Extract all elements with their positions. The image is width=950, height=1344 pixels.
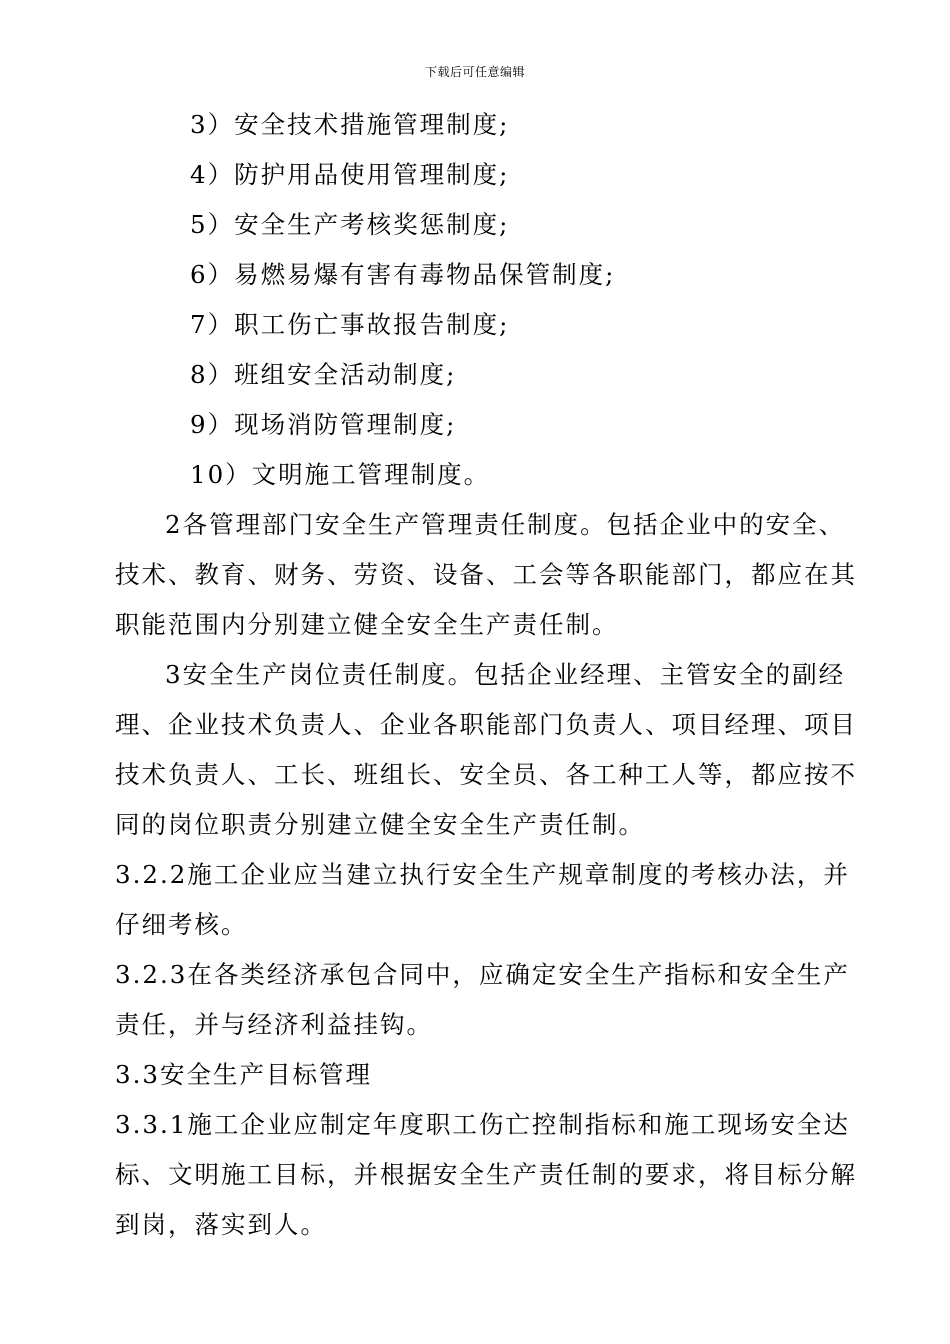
section-3-3-heading: 3.3安全生产目标管理 [115,1060,372,1089]
paragraph-line: 仔细考核。 [115,910,248,939]
section-3-2-2: 3.2.2施工企业应当建立执行安全生产规章制度的考核办法，并 [115,860,850,889]
paragraph-line: 同的岗位职责分别建立健全安全生产责任制。 [115,810,645,839]
section-3-2-3: 3.2.3在各类经济承包合同中，应确定安全生产指标和安全生产 [115,960,850,989]
list-item-10: 10）文明施工管理制度。 [190,460,491,489]
paragraph-line: 到岗，落实到人。 [115,1210,327,1239]
list-item-7: 7）职工伤亡事故报告制度; [190,310,510,339]
list-item-4: 4）防护用品使用管理制度; [190,160,510,189]
list-item-8: 8）班组安全活动制度; [190,360,457,389]
paragraph-line: 职能范围内分别建立健全安全生产责任制。 [115,610,619,639]
paragraph-line: 技术、教育、财务、劳资、设备、工会等各职能部门，都应在其 [115,560,857,589]
paragraph-line: 责任，并与经济利益挂钩。 [115,1010,433,1039]
paragraph-line: 2各管理部门安全生产管理责任制度。包括企业中的安全、 [165,510,846,539]
paragraph-line: 标、文明施工目标，并根据安全生产责任制的要求，将目标分解 [115,1160,857,1189]
document-body [115,100,857,1250]
list-item-6: 6）易燃易爆有害有毒物品保管制度; [190,260,616,289]
list-item-9: 9）现场消防管理制度; [190,410,457,439]
list-item-5: 5）安全生产考核奖惩制度; [190,210,510,239]
paragraph-line: 3安全生产岗位责任制度。包括企业经理、主管安全的副经 [165,660,846,689]
section-3-3-1: 3.3.1施工企业应制定年度职工伤亡控制指标和施工现场安全达 [115,1110,850,1139]
paragraph-line: 理、企业技术负责人、企业各职能部门负责人、项目经理、项目 [115,710,857,739]
page-header: 下载后可任意编辑 [424,65,525,79]
paragraph-line: 技术负责人、工长、班组长、安全员、各工种工人等，都应按不 [115,760,857,789]
list-item-3: 3）安全技术措施管理制度; [190,110,510,139]
